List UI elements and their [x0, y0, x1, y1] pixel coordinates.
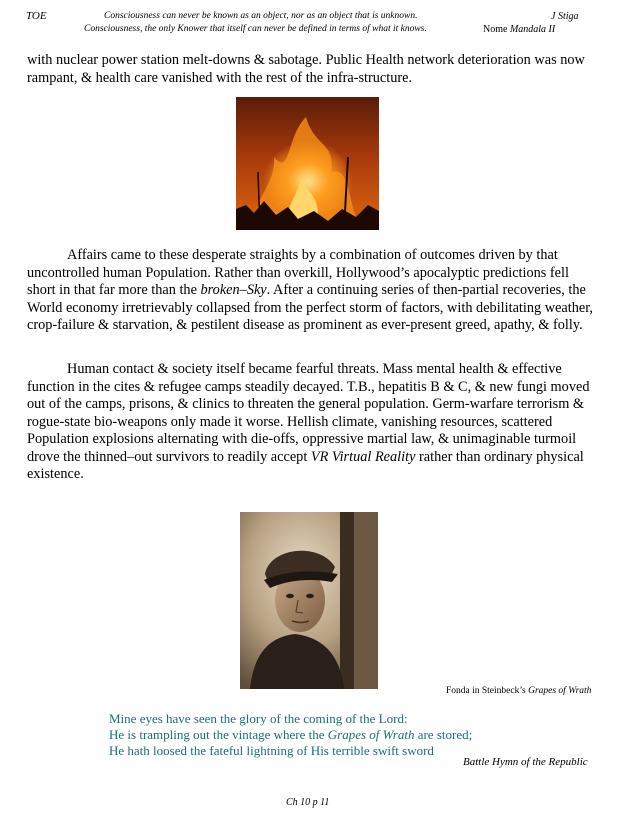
- caption-prefix: Fonda in Steinbeck’s: [446, 686, 529, 696]
- paragraph-3-text-a: Human contact & society itself became fearful threats. Mass mental health & effective function in the cites & refugee camps steadily decayed. T.B., hepatitis B & C, & new fungi moved out of the camps, prisons, & clinics to threaten the general population. Germ-warfare terrorism & rogue-state bio-weapons only made it worse. Hellish climate, vanishing resources, scattered Population explosions alternating with die-offs, oppressive martial law, & unimaginable turmoil drove the thinned–out survivors to readily accept: [27, 361, 590, 465]
- paragraph-2-text-b: . After a continuing series of then-partial recoveries, the World economy irretrievably collapsed from the perfect storm of factors, with debilitating weather, crop-failure & starvation, & pestilent disease as prominent as ever-present greed, apathy, & folly.: [27, 282, 593, 333]
- caption-title: Grapes of Wrath: [528, 686, 592, 696]
- poem-line-2-b: are stored;: [414, 727, 473, 742]
- paragraph-1: with nuclear power station melt-downs & sabotage. Public Health network deterioration was now rampant, & health care vanished with the rest of the infra-structure.: [27, 52, 585, 86]
- header-book-title: Mandala II: [509, 24, 556, 35]
- header-left: TOE: [26, 10, 47, 22]
- paragraph-3-italic: VR Virtual Reality: [310, 448, 416, 465]
- poem-line-1: Mine eyes have seen the glory of the coming of the Lord:: [109, 711, 408, 726]
- header-author: J Stiga: [551, 11, 579, 22]
- page-header: [0, 0, 620, 44]
- poem-quote: [109, 711, 472, 759]
- paragraph-3-text-b: rather than ordinary physical existence.: [27, 448, 584, 482]
- poem-line-3: He hath loosed the fateful lightning of His terrible swift sword: [109, 743, 434, 758]
- poem-line-2: [109, 727, 472, 743]
- paragraph-3: [27, 361, 597, 484]
- header-tagline-2: Consciousness, the only Knower that itself can never be defined in terms of what it knows.: [84, 24, 427, 34]
- wildfire-photo: [236, 97, 379, 230]
- paragraph-2-text-a: Affairs came to these desperate straights by a combination of outcomes driven by that uncontrolled human Population. Rather than overkill, Hollywood’s apocalyptic predictions fell short in that far more than the: [27, 247, 569, 298]
- page-footer: Ch 10 p 11: [286, 797, 330, 808]
- poem-line-2-italic: Grapes of Wrath: [327, 727, 415, 742]
- header-tagline-1: Consciousness can never be known as an object, nor as an object that is unknown.: [104, 11, 418, 21]
- header-book-prefix: Nome: [483, 24, 508, 35]
- man-in-cap-portrait-photo: [240, 512, 378, 689]
- header-book: [483, 24, 555, 35]
- photo-caption: [446, 686, 591, 696]
- poem-attribution: Battle Hymn of the Republic: [463, 756, 588, 768]
- paragraph-2-italic: broken–Sky: [200, 282, 267, 298]
- poem-line-2-a: He is trampling out the vintage where the: [109, 727, 328, 742]
- paragraph-2: [27, 247, 597, 335]
